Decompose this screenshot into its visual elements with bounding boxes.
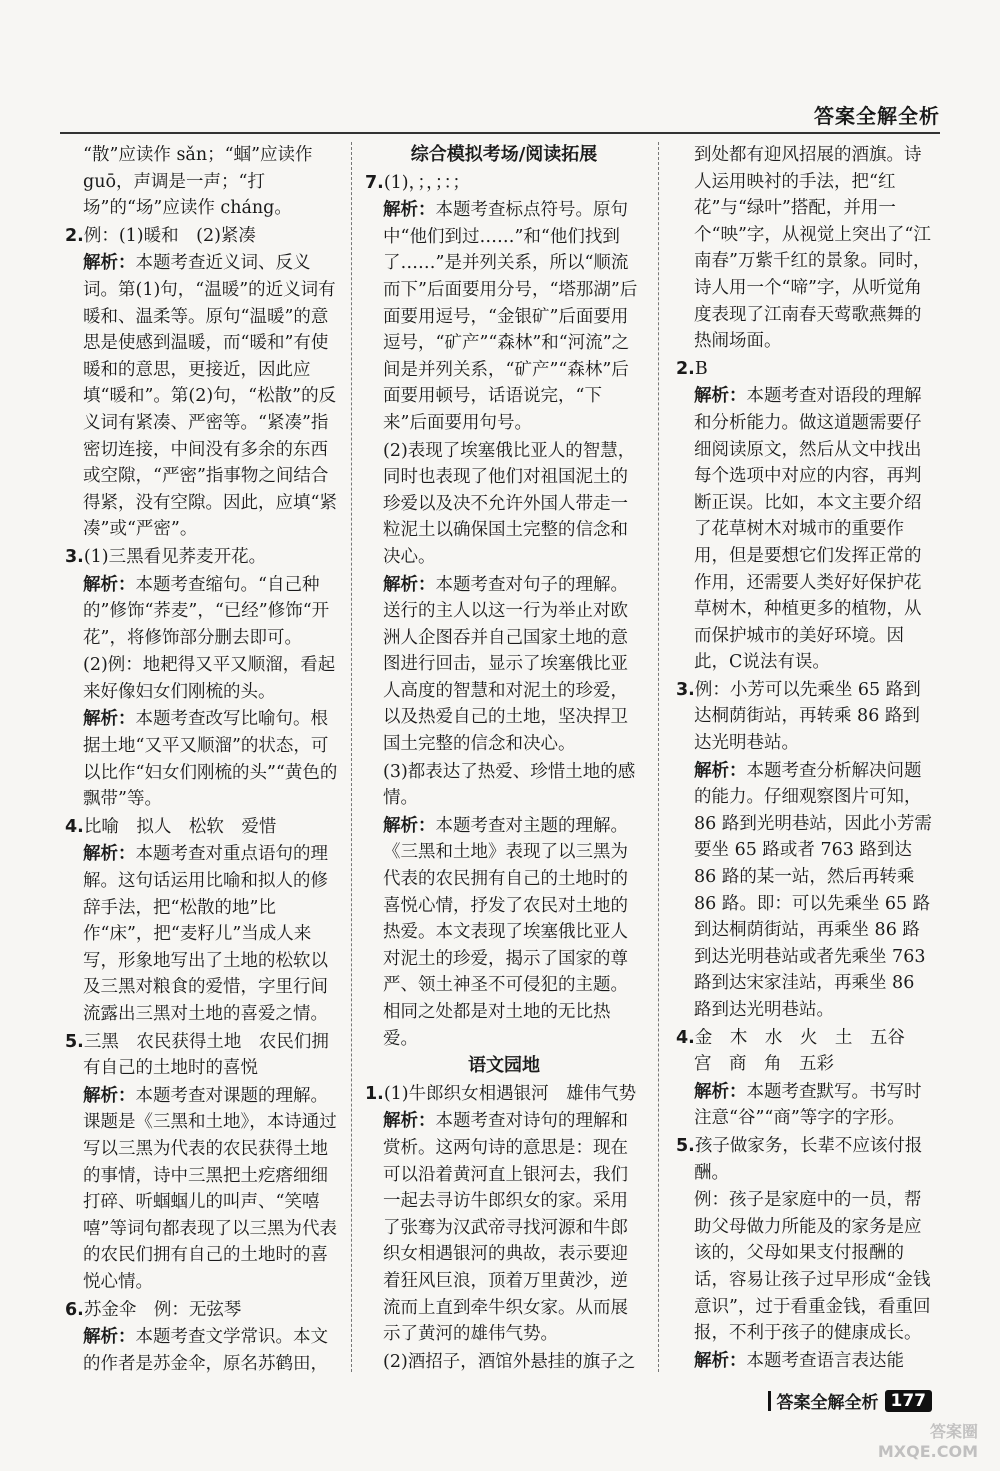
answer-text: 比喻 拟人 松软 爱惜 <box>83 816 277 837</box>
section-heading: 语文园地 <box>468 1055 540 1077</box>
watermark-line-1: 答案圈 <box>929 1422 978 1441</box>
explanation <box>676 1079 934 1132</box>
answer-text: 例：小芳可以先乘坐 65 路到达桐荫街站，再转乘 86 路到达光明巷站。 <box>694 679 921 754</box>
footer-label: 答案全解全析 <box>776 1393 879 1413</box>
explanation-text: 本题考查改写比喻句。根据土地“又平又顺溜”的状态，可以比作“妇女们刚梳的头”“黄色的飘带”等。 <box>83 709 338 810</box>
answer-text: (1)牛郎织女相遇银河 雄伟气势 <box>383 1083 637 1104</box>
watermark <box>878 1419 978 1461</box>
explanation <box>676 1348 934 1377</box>
explanation-label: 解析： <box>694 1350 747 1371</box>
explanation <box>365 572 643 758</box>
explanation-text: 本题考查对课题的理解。课题是《三黑和土地》，本诗通过写以三黑为代表的农民获得土地的事情，诗中三黑把土疙瘩细细打碎、听蝈蝈儿的叫声、“笑嘻嘻”等词句都表现了以三黑为代表的农民们拥有自己的土地时的喜悦心情。 <box>83 1085 337 1292</box>
question-item <box>65 1029 338 1082</box>
explanation-label: 解析： <box>83 1085 136 1106</box>
question-number: 7. <box>365 172 384 193</box>
question-number: 2. <box>676 358 695 379</box>
question-number: 5. <box>65 1031 84 1052</box>
answer-text: (3)都表达了热爱、珍惜土地的感情。 <box>383 761 636 809</box>
question-number: 3. <box>65 546 84 567</box>
page-footer <box>768 1388 933 1413</box>
answer-text: 苏金伞 例：无弦琴 <box>83 1299 242 1320</box>
question-item <box>365 170 643 197</box>
answer-text: (2)表现了埃塞俄比亚人的智慧，同时也表现了他们对祖国泥土的珍爱以及决不允许外国人带走一粒泥土以确保国土完整的信念和决心。 <box>383 440 636 567</box>
answer-text: 孩子做家务，长辈不应该付报酬。 <box>694 1135 923 1183</box>
explanation-text: 本题考查近义词、反义词。第(1)句，“温暖”的近义词有暖和、温柔等。原句“温暖”的意思是使感到温暖，而“暖和”有使暖和的意思，更接近，因此应填“暖和”。第(2)句，“松散”的反义词有紧凑、严密等。“紧凑”指密切连接，中间没有多余的东西或空隙，“严密”指事物之间结合得紧，没有空隙。因此，应填“紧凑”或“严密”。 <box>83 253 337 540</box>
explanation <box>65 706 338 812</box>
column-2 <box>365 142 643 1377</box>
page-number: 177 <box>885 1390 933 1412</box>
question-item <box>65 544 338 571</box>
explanation-text: 本题考查对语段的理解和分析能力。做这道题需要仔细阅读原文，然后从文中找出每个选项中对应的内容，再判断正误。比如，本文主要介绍了花草树木对城市的重要作用，但是要想它们发挥正常的作用，还需要人类好好保护花草树木，种植更多的植物，从而保护城市的美好环境。因此，C说法有误。 <box>694 386 922 673</box>
explanation-label: 解析： <box>383 200 436 221</box>
explanation-label: 解析： <box>694 386 747 407</box>
question-item <box>65 1297 338 1324</box>
question-number: 3. <box>676 679 695 700</box>
explanation-label: 解析： <box>83 709 136 730</box>
question-number: 4. <box>676 1027 695 1048</box>
question-item <box>676 1133 934 1186</box>
question-item <box>365 1081 643 1108</box>
footer-bar <box>768 1391 771 1411</box>
question-number: 4. <box>65 816 84 837</box>
answer-text: 例：孩子是家庭中的一员，帮助父母做力所能及的家务是应该的，父母如果支付报酬的话，容易让孩子过早形成“金钱意识”，过于看重金钱，看重回报，不利于孩子的健康成长。 <box>694 1190 931 1344</box>
explanation <box>65 1324 338 1377</box>
question-item <box>65 223 338 250</box>
answer-text: B <box>694 358 708 379</box>
page-header-title: 答案全解全析 <box>814 104 940 128</box>
question-item <box>65 814 338 841</box>
question-item <box>676 356 934 383</box>
explanation-label: 解析： <box>383 815 436 836</box>
explanation <box>65 250 338 543</box>
explanation <box>676 758 934 1024</box>
explanation-text: 本题考查分析解决问题的能力。仔细观察图片可知，86 路到光明巷站，因此小芳需要坐 65 路或者 763 路到达 86 路的某一站，然后再转乘 86 路。即：可以先乘坐 65 路到达桐荫街站，再乘坐 86 路到达光明巷站或者先乘坐 763 路到达宋家洼站，再乘坐 86 路到达光明巷站。 <box>694 760 932 1020</box>
explanation-text: 本题考查对诗句的理解和赏析。这两句诗的意思是：现在可以沿着黄河直上银河去，我们一起去寻访牛郎织女的家。采用了张骞为汉武帝寻找河源和牛郎织女相遇银河的典故，表示要迎着狂风巨浪，顶着万里黄沙，逆流而上直到牵牛织女家。从而展示了黄河的雄伟气势。 <box>383 1111 628 1345</box>
question-number: 1. <box>365 1083 384 1104</box>
question-number: 2. <box>65 225 84 246</box>
explanation-label: 解析： <box>83 844 136 865</box>
explanation-label: 解析： <box>694 760 747 781</box>
explanation-text: 本题考查对重点语句的理解。这句话运用比喻和拟人的修辞手法，把“松散的地”比作“床”，把“麦籽儿”当成人来写，形象地写出了土地的松软以及三黑对粮食的爱惜，字里行间流露出三黑对土地的喜爱之情。 <box>83 844 328 1024</box>
explanation-label: 解析： <box>383 1111 436 1132</box>
explanation-label: 解析： <box>383 574 436 595</box>
explanation-text: 本题考查标点符号。原句中“他们到过……”和“他们找到了……”是并列关系，所以“顺流而下”后面要用分号，“塔那湖”后面要用逗号，“金银矿”后面要用逗号，“矿产”“森林”和“河流”之间是并列关系，“矿产”“森林”后面要用顿号，话语说完，“下来”后面要用句号。 <box>383 200 638 433</box>
answer-text: 金 木 水 火 土 五谷 宫 商 角 五彩 <box>694 1027 923 1075</box>
watermark-line-2: MXQE.COM <box>877 1442 978 1461</box>
answer-text: (1)，；，；：； <box>383 172 470 193</box>
answer-text: 到处都有迎风招展的酒旗。诗人运用映衬的手法，把“红花”与“绿叶”搭配，并用一个“映”字，从视觉上突出了“江南春”万紫千红的景象。同时，诗人用一个“啼”字，从听觉角度表现了江南春天莺歌燕舞的热闹场面。 <box>694 145 931 352</box>
explanation-label: 解析： <box>83 1327 136 1348</box>
explanation-text: 本题考查缩句。“自己种的”修饰“荞麦”，“已经”修饰“开花”，将修饰部分删去即可。 <box>83 574 330 648</box>
explanation-label: 解析： <box>83 574 136 595</box>
answer-text: 例：(1)暖和 (2)紧凑 <box>83 225 256 246</box>
column-divider <box>658 142 659 1372</box>
column-3 <box>676 142 934 1377</box>
explanation-text: 本题考查语言表达能 <box>746 1350 904 1371</box>
column-1 <box>65 142 338 1377</box>
header-rule <box>60 132 940 134</box>
question-number: 5. <box>676 1135 695 1156</box>
column-divider <box>351 142 352 1372</box>
question-item <box>676 1025 934 1078</box>
explanation-label: 解析： <box>83 253 136 274</box>
explanation-text: 本题考查对主题的理解。《三黑和土地》表现了以三黑为代表的农民拥有自己的土地时的喜悦心情，抒发了农民对土地的热爱。本文表现了埃塞俄比亚人对泥土的珍爱，揭示了国家的尊严、领土神圣不可侵犯的主题。相同之处都是对土地的无比热爱。 <box>383 815 628 1049</box>
explanation <box>676 383 934 676</box>
explanation <box>365 197 643 436</box>
explanation-text: 本题考查对句子的理解。送行的主人以这一行为举止对欧洲人企图吞并自己国家土地的意图进行回击，显示了埃塞俄比亚人高度的智慧和对泥土的珍爱，以及热爱自己的土地，坚决捍卫国土完整的信念和决心。 <box>383 574 628 755</box>
explanation <box>65 841 338 1027</box>
explanation-label: 解析： <box>694 1081 747 1102</box>
answer-text: (2)例：地耙得又平又顺溜，看起来好像妇女们刚梳的头。 <box>83 655 336 702</box>
answer-text: “散”应读作 sǎn；“蝈”应读作 guō，声调是一声；“打场”的“场”应读作 cháng。 <box>83 145 313 219</box>
question-number: 6. <box>65 1299 84 1320</box>
question-item <box>676 677 934 757</box>
explanation-text: 本题考查默写。书写时注意“谷”“商”等字的字形。 <box>694 1081 922 1129</box>
explanation <box>365 813 643 1052</box>
answer-text: (1)三黑看见荞麦开花。 <box>83 546 267 567</box>
answer-text: (2)酒招子，酒馆外悬挂的旗子之 <box>383 1351 636 1372</box>
explanation <box>65 1083 338 1296</box>
answer-text: 三黑 农民获得土地 农民们拥有自己的土地时的喜悦 <box>83 1031 329 1079</box>
explanation-text: 本题考查文学常识。本文的作者是苏金伞，原名苏鹤田， <box>83 1327 328 1374</box>
explanation <box>365 1108 643 1347</box>
explanation <box>65 572 338 652</box>
section-heading: 综合模拟考场/阅读拓展 <box>410 144 598 165</box>
